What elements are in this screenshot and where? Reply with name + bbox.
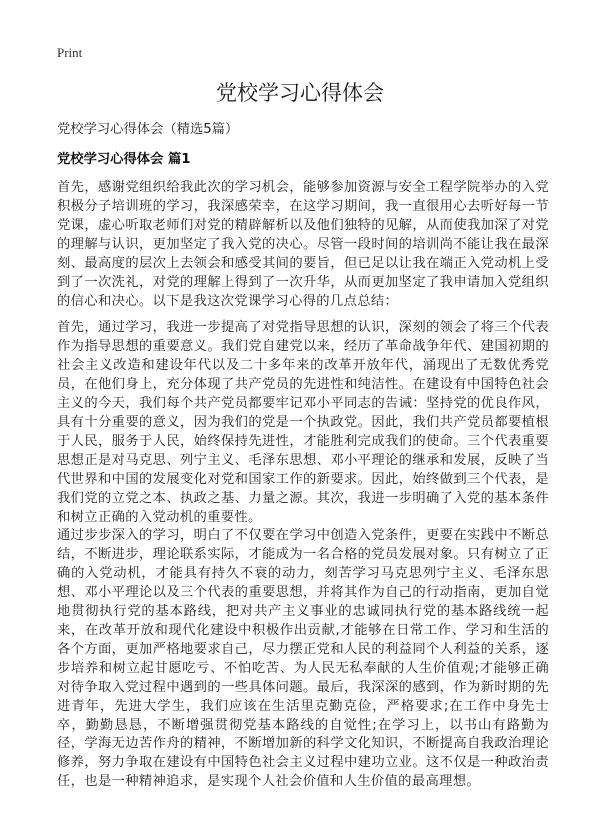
paragraph-3: 通过步步深入的学习，明白了不仅要在学习中创造入党条件，更要在实践中不断总结，不断进步，理论联系实际，才能成为一名合格的党员发展对象。只有树立了正确的入党动机，才能具有持久不衰的动力，刻苦学习马克思列宁主义、毛泽东思想、邓小平理论以及三个代表的重要思想，并将其作为自己的行动指南，更加自觉地贯彻执行党的基本路线，把对共产主义事业的忠诚同执行党的基本路线统一起来，在改革开放和现代化建设中积极作出贡献,才能够在日常工作、学习和生活的各个方面，更加严格地要求自己，尽力摆正党和人民的利益同个人利益的关系，逐步培养和树立起甘愿吃亏、不怕吃苦、为人民无私奉献的人生价值观;才能够正确对待争取入党过程中遇到的一些具体问题。最后，我深深的感到，作为新时期的先进青年，先进大学生，我们应该在生活里克勤克俭，严格要求;在工作中身先士卒，勤勤恳恳，不断增强贯彻党基本路线的自觉性;在学习上，以书山有路勤为径，学海无边苦作舟的精神，不断增加新的科学文化知识，不断提高自我政治理论修养，努力争取在建设有中国特色社会主义过程中建功立业。这不仅是一种政治责任，也是一种精神追求，是实现个人社会价值和人生价值的最高理想。 bbox=[57, 528, 549, 790]
print-link[interactable]: Print bbox=[57, 45, 83, 60]
section-heading: 党校学习心得体会 篇1 bbox=[57, 152, 191, 167]
page-title: 党校学习心得体会 bbox=[216, 81, 384, 105]
paragraph-2: 首先，通过学习，我进一步提高了对党指导思想的认识，深刻的领会了将三个代表作为指导思想的重要意义。我们党自建党以来，经历了革命战争年代、建国初期的社会主义改造和建设年代以及二十多年来的改革开放年代，涌现出了无数优秀党员，在他们身上，充分体现了共产党员的先进性和纯洁性。在建设有中国特色社会主义的今天，我们每个共产党员都要牢记邓小平同志的告诫：坚持党的优良作风，具有十分重要的意义，因为我们的党是一个执政党。因此，我们共产党员都要植根于人民，服务于人民，始终保持先进性，才能胜利完成我们的使命。三个代表重要思想正是对马克思、列宁主义、毛泽东思想、邓小平理论的继承和发展，反映了当代世界和中国的发展变化对党和国家工作的新要求。因此，始终做到三个代表，是我们党的立党之本、执政之基、力量之源。其次，我进一步明确了入党的基本条件和树立正确的入党动机的重要性。 bbox=[57, 320, 549, 525]
paragraph-1: 首先，感谢党组织给我此次的学习机会，能够参加资源与安全工程学院举办的入党积极分子培训班的学习，我深感荣幸，在这学习期间，我一直很用心去听好每一节党课，虚心听取老师们对党的精辟解析以及他们独特的见解，从而使我加深了对党的理解与认识，更加坚定了我入党的决心。尽管一段时间的培训尚不能让我在最深刻、最高度的层次上去领会和感受其间的要旨，但已足以让我在端正入党动机上受到了一次洗礼，对党的理解上得到了一次升华，从而更加坚定了我申请加入党组织的信心和决心。以下是我这次党课学习心得的几点总结： bbox=[57, 180, 549, 309]
document-subtitle: 党校学习心得体会（精选5篇） bbox=[57, 122, 239, 137]
